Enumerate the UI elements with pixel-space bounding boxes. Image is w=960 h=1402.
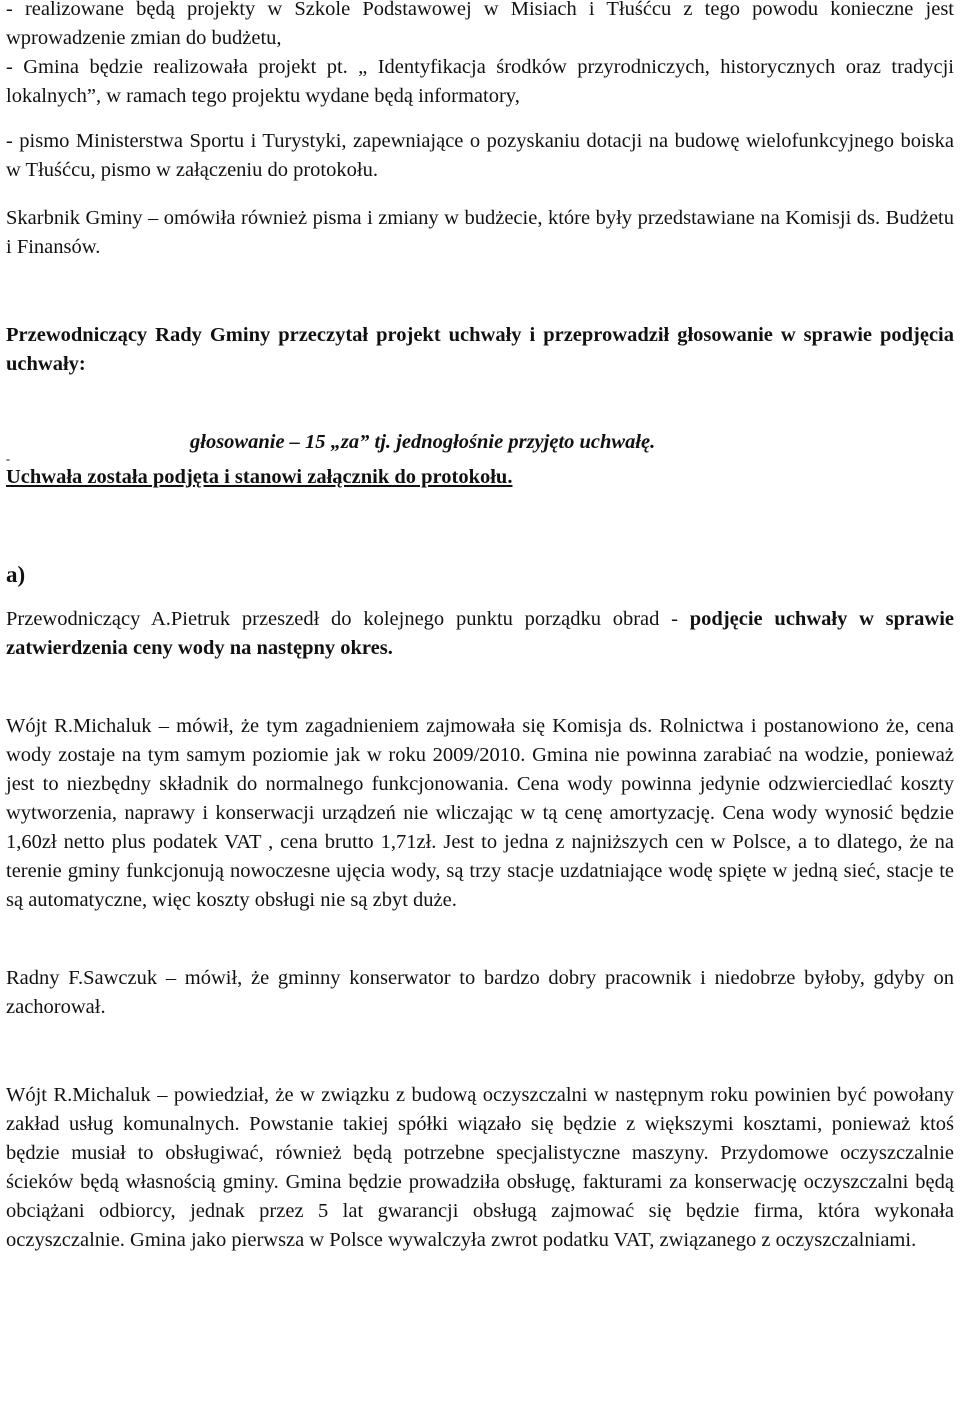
paragraph-mayor-water-price: Wójt R.Michaluk – mówił, że tym zagadnieniem zajmowała się Komisja ds. Rolnictwa i postanowiono że, cena wody zostaje na tym samym poziomie jak w roku 2009/2010. Gmina nie powinna zarabiać na wodzie, ponieważ jest to niezbędny składnik do normalnego funkcjonowania. Cena wody powinna jedynie odzwierciedlać koszty wytworzenia, naprawy i konserwacji urządzeń nie wliczając w tą cenę amortyzację. Cena wody wynosić będzie 1,60zł netto plus podatek VAT , cena brutto 1,71zł. Jest to jedna z najniższych cen w Polsce, a to dlatego, że na terenie gminy funkcjonują nowoczesne ujęcia wody, są trzy stacje uzdatniające wodę spięte w jedną sieć, stacje te są automatyczne, więc koszty obsługi nie są zbyt duże. (6, 715, 954, 911)
paragraph-next-item (6, 605, 954, 663)
paragraph-school-projects: - realizowane będą projekty w Szkole Podstawowej w Misiach i Tłuśćcu z tego powodu konieczne jest wprowadzenie zmian do budżetu, (6, 0, 954, 49)
paragraph-gmina-project: - Gmina będzie realizowała projekt pt. „ Identyfikacja środków przyrodniczych, historycznych oraz tradycji lokalnych”, w ramach tego projektu wydane będą informatory, (6, 56, 954, 107)
paragraph-ministry-letter: - pismo Ministerstwa Sportu i Turystyki, zapewniające o pozyskaniu dotacji na budowę wielofunkcyjnego boiska w Tłuśćcu, pismo w załączeniu do protokołu. (6, 130, 954, 181)
paragraph-chairman-vote: Przewodniczący Rady Gminy przeczytał projekt uchwały i przeprowadził głosowanie w sprawie podjęcia uchwały: (6, 324, 954, 375)
paragraph-councillor: Radny F.Sawczuk – mówił, że gminny konserwator to bardzo dobry pracownik i niedobrze byłoby, gdyby on zachorował. (6, 967, 954, 1018)
resolution-adopted: Uchwała została podjęta i stanowi załącznik do protokołu. (6, 466, 513, 488)
section-letter: a) (6, 562, 26, 587)
next-item-text: Przewodniczący A.Pietruk przeszedł do kolejnego punktu porządku obrad - (6, 608, 690, 630)
paragraph-mayor-sewage: Wójt R.Michaluk – powiedział, że w związku z budową oczyszczalni w następnym roku powinien być powołany zakład usług komunalnych. Powstanie takiej spółki wiązało się będzie z większymi kosztami, ponieważ ktoś będzie musiał to obsługiwać, również będą potrzebne specjalistyczne maszyny. Przydomowe oczyszczalnie ścieków będą własnością gminy. Gmina będzie prowadziła obsługę, fakturami za konserwację oczyszczalni będą obciążani odbiorcy, jednak przez 5 lat gwarancji obsługą zajmować się będzie firma, która wykonała oczyszczalnie. Gmina jako pierwsza w Polsce wywalczyła zwrot podatku VAT, związanego z oczyszczalniami. (6, 1084, 954, 1251)
voting-result: głosowanie – 15 „za” tj. jednogłośnie przyjęto uchwałę. (190, 431, 656, 453)
paragraph-treasurer: Skarbnik Gminy – omówiła również pisma i zmiany w budżecie, które były przedstawiane na Komisji ds. Budżetu i Finansów. (6, 207, 954, 258)
dash-marker: - (6, 452, 10, 466)
next-item-topic: podjęcie uchwały w sprawie zatwierdzenia ceny wody na następny okres. (6, 608, 955, 659)
